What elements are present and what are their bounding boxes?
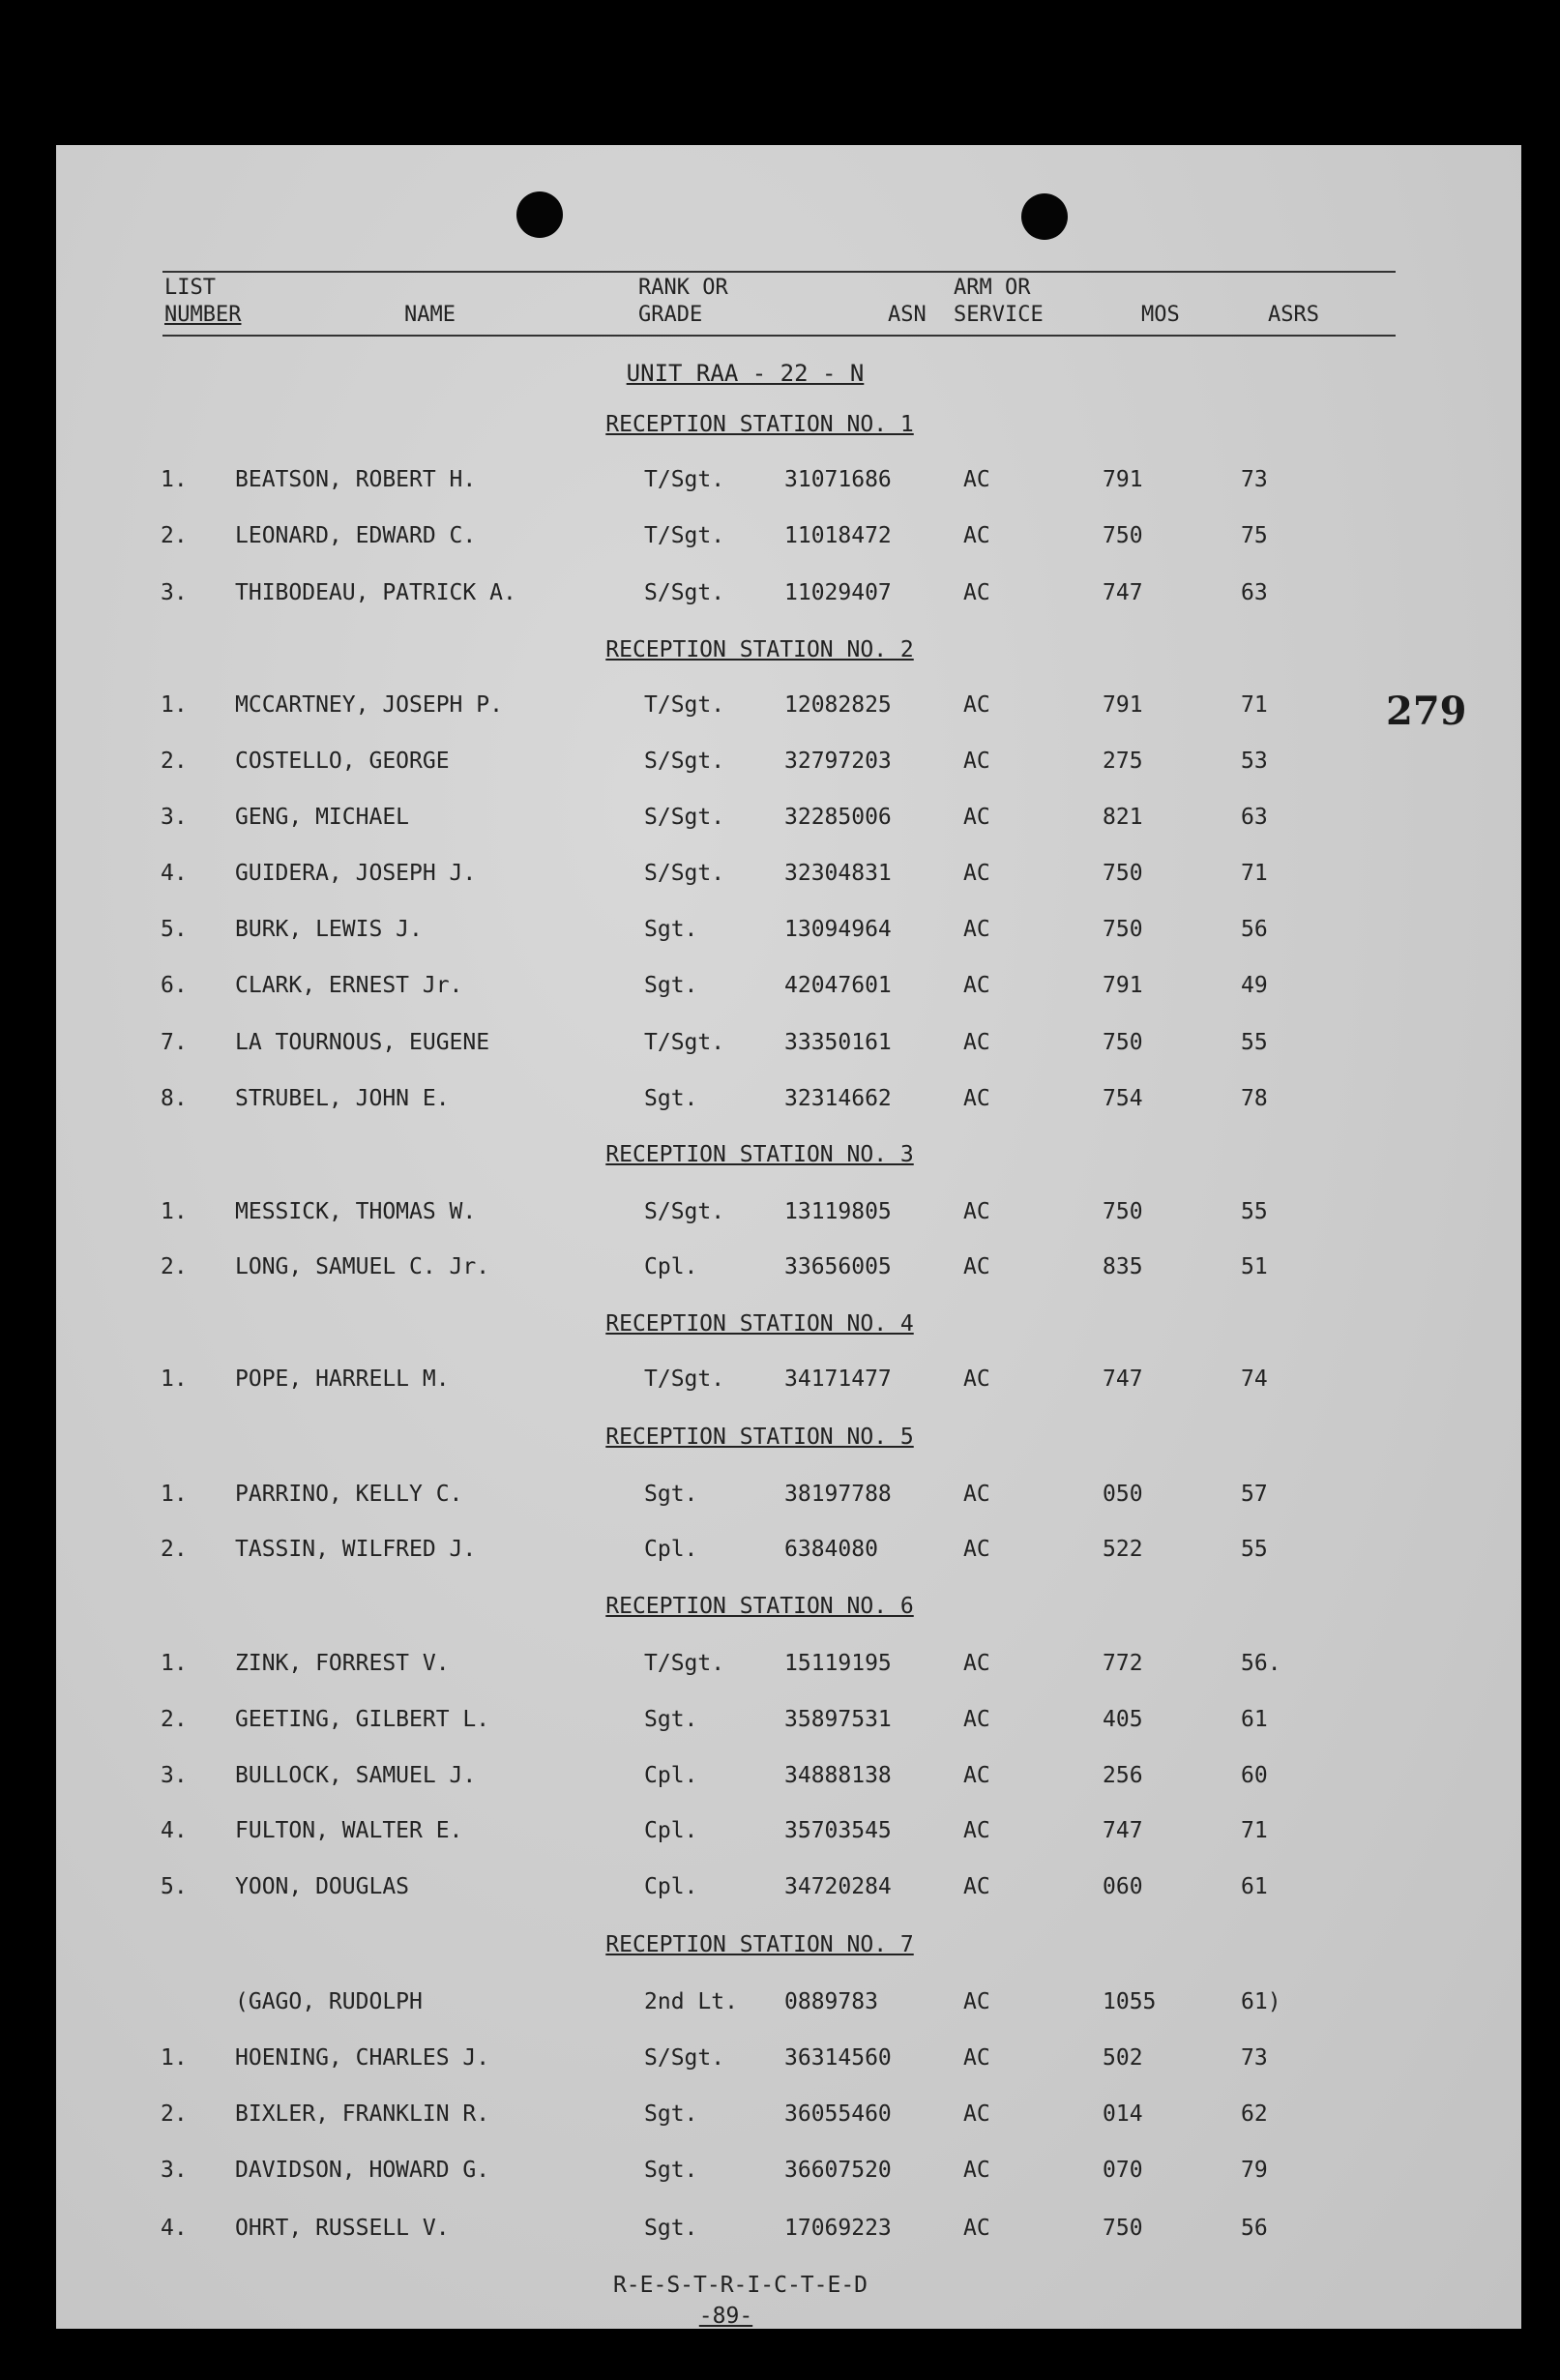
cell-rank: Cpl. (644, 1874, 698, 1899)
cell-mos: 754 (1103, 1086, 1143, 1111)
cell-mos: 747 (1103, 1366, 1143, 1392)
cell-arm: AC (963, 1818, 990, 1843)
cell-name: THIBODEAU, PATRICK A. (235, 580, 516, 605)
cell-name: LA TOURNOUS, EUGENE (235, 1030, 490, 1055)
cell-arm: AC (963, 580, 990, 605)
table-row (56, 917, 1521, 946)
cell-rank: Sgt. (644, 1482, 698, 1507)
cell-num: 2. (161, 1537, 188, 1562)
cell-rank: Cpl. (644, 1537, 698, 1562)
table-row (56, 1707, 1521, 1736)
cell-num: 3. (161, 805, 188, 830)
cell-name: BIXLER, FRANKLIN R. (235, 2101, 490, 2127)
cell-asrs: 57 (1241, 1482, 1268, 1507)
cell-asn: 15119195 (784, 1651, 892, 1676)
cell-asn: 35897531 (784, 1707, 892, 1732)
table-row (56, 1366, 1521, 1396)
cell-num: 2. (161, 2101, 188, 2127)
cell-asrs: 74 (1241, 1366, 1268, 1392)
cell-mos: 750 (1103, 523, 1143, 548)
cell-num: 3. (161, 2158, 188, 2183)
cell-rank: T/Sgt. (644, 1651, 725, 1676)
cell-num: 8. (161, 1086, 188, 1111)
table-row (56, 805, 1521, 834)
cell-asrs: 78 (1241, 1086, 1268, 1111)
cell-num: 1. (161, 1199, 188, 1224)
cell-arm: AC (963, 973, 990, 998)
cell-asrs: 56 (1241, 2216, 1268, 2241)
cell-rank: Sgt. (644, 1086, 698, 1111)
cell-num: 5. (161, 917, 188, 942)
cell-asn: 32304831 (784, 861, 892, 886)
cell-arm: AC (963, 1874, 990, 1899)
cell-asrs: 73 (1241, 2045, 1268, 2071)
table-row (56, 2045, 1521, 2074)
cell-num: 1. (161, 2045, 188, 2071)
cell-num: 6. (161, 973, 188, 998)
unit-title: UNIT RAA - 22 - N (626, 360, 865, 387)
column-header (162, 271, 1396, 337)
cell-mos: 750 (1103, 917, 1143, 942)
cell-num: 3. (161, 1763, 188, 1788)
cell-asrs: 55 (1241, 1537, 1268, 1562)
cell-arm: AC (963, 2101, 990, 2127)
cell-rank: T/Sgt. (644, 467, 725, 492)
cell-mos: 791 (1103, 973, 1143, 998)
cell-asn: 32285006 (784, 805, 892, 830)
cell-asrs: 61) (1241, 1989, 1281, 2014)
cell-rank: T/Sgt. (644, 523, 725, 548)
cell-asrs: 61 (1241, 1874, 1268, 1899)
cell-mos: 275 (1103, 749, 1143, 774)
cell-asrs: 71 (1241, 692, 1268, 718)
cell-num: 7. (161, 1030, 188, 1055)
cell-mos: 1055 (1103, 1989, 1157, 2014)
cell-asn: 34720284 (784, 1874, 892, 1899)
cell-asrs: 62 (1241, 2101, 1268, 2127)
cell-arm: AC (963, 917, 990, 942)
cell-asn: 36055460 (784, 2101, 892, 2127)
cell-asrs: 60 (1241, 1763, 1268, 1788)
cell-arm: AC (963, 467, 990, 492)
cell-num: 1. (161, 692, 188, 718)
cell-num: 1. (161, 467, 188, 492)
header-asn: ASN (888, 303, 927, 327)
cell-asn: 36607520 (784, 2158, 892, 2183)
cell-name: YOON, DOUGLAS (235, 1874, 410, 1899)
cell-name: STRUBEL, JOHN E. (235, 1086, 450, 1111)
station-title: RECEPTION STATION NO. 5 (605, 1425, 914, 1450)
cell-asn: 34171477 (784, 1366, 892, 1392)
cell-name: BULLOCK, SAMUEL J. (235, 1763, 477, 1788)
cell-asn: 32797203 (784, 749, 892, 774)
cell-mos: 060 (1103, 1874, 1143, 1899)
table-row (56, 1874, 1521, 1903)
cell-mos: 405 (1103, 1707, 1143, 1732)
cell-num: 2. (161, 1254, 188, 1279)
cell-asrs: 56 (1241, 917, 1268, 942)
cell-asn: 36314560 (784, 2045, 892, 2071)
table-row (56, 1818, 1521, 1847)
cell-asrs: 75 (1241, 523, 1268, 548)
cell-rank: Sgt. (644, 917, 698, 942)
cell-rank: S/Sgt. (644, 580, 725, 605)
cell-asn: 33656005 (784, 1254, 892, 1279)
cell-mos: 070 (1103, 2158, 1143, 2183)
table-row (56, 973, 1521, 1002)
cell-name: FULTON, WALTER E. (235, 1818, 463, 1843)
cell-asn: 32314662 (784, 1086, 892, 1111)
cell-arm: AC (963, 749, 990, 774)
table-row (56, 467, 1521, 496)
cell-asrs: 71 (1241, 861, 1268, 886)
cell-name: TASSIN, WILFRED J. (235, 1537, 477, 1562)
cell-asn: 11029407 (784, 580, 892, 605)
page-number: -89- (698, 2304, 753, 2329)
cell-mos: 750 (1103, 1199, 1143, 1224)
cell-name: HOENING, CHARLES J. (235, 2045, 490, 2071)
cell-rank: S/Sgt. (644, 2045, 725, 2071)
cell-arm: AC (963, 523, 990, 548)
cell-asrs: 51 (1241, 1254, 1268, 1279)
cell-name: GENG, MICHAEL (235, 805, 410, 830)
cell-asrs: 63 (1241, 805, 1268, 830)
cell-asn: 35703545 (784, 1818, 892, 1843)
table-row (56, 2101, 1521, 2130)
cell-asrs: 55 (1241, 1030, 1268, 1055)
station-title: RECEPTION STATION NO. 1 (605, 412, 914, 437)
cell-rank: Sgt. (644, 2216, 698, 2241)
cell-mos: 750 (1103, 861, 1143, 886)
cell-mos: 747 (1103, 1818, 1143, 1843)
header-name: NAME (404, 303, 456, 327)
cell-arm: AC (963, 1199, 990, 1224)
cell-rank: T/Sgt. (644, 692, 725, 718)
cell-num: 4. (161, 2216, 188, 2241)
cell-arm: AC (963, 1707, 990, 1732)
cell-num: 2. (161, 523, 188, 548)
cell-rank: Sgt. (644, 2158, 698, 2183)
cell-asn: 33350161 (784, 1030, 892, 1055)
cell-asrs: 49 (1241, 973, 1268, 998)
punch-hole (1021, 193, 1068, 240)
cell-asn: 13094964 (784, 917, 892, 942)
cell-asrs: 79 (1241, 2158, 1268, 2183)
cell-arm: AC (963, 1763, 990, 1788)
cell-asn: 42047601 (784, 973, 892, 998)
cell-name: ZINK, FORREST V. (235, 1651, 450, 1676)
cell-asn: 6384080 (784, 1537, 878, 1562)
cell-asrs: 63 (1241, 580, 1268, 605)
cell-mos: 502 (1103, 2045, 1143, 2071)
cell-num: 4. (161, 861, 188, 886)
cell-num: 4. (161, 1818, 188, 1843)
cell-asrs: 61 (1241, 1707, 1268, 1732)
restricted-footer: R-E-S-T-R-I-C-T-E-D (612, 2273, 868, 2298)
cell-name: CLARK, ERNEST Jr. (235, 973, 463, 998)
cell-name: DAVIDSON, HOWARD G. (235, 2158, 490, 2183)
cell-rank: T/Sgt. (644, 1030, 725, 1055)
cell-arm: AC (963, 2158, 990, 2183)
cell-rank: S/Sgt. (644, 861, 725, 886)
table-row (56, 1199, 1521, 1228)
cell-rank: Cpl. (644, 1254, 698, 1279)
cell-rank: T/Sgt. (644, 1366, 725, 1392)
cell-rank: S/Sgt. (644, 805, 725, 830)
cell-num: 2. (161, 1707, 188, 1732)
cell-arm: AC (963, 1651, 990, 1676)
cell-mos: 014 (1103, 2101, 1143, 2127)
cell-name: POPE, HARRELL M. (235, 1366, 450, 1392)
cell-mos: 791 (1103, 692, 1143, 718)
cell-rank: S/Sgt. (644, 749, 725, 774)
cell-mos: 791 (1103, 467, 1143, 492)
cell-mos: 050 (1103, 1482, 1143, 1507)
cell-mos: 522 (1103, 1537, 1143, 1562)
cell-arm: AC (963, 2216, 990, 2241)
cell-arm: AC (963, 1366, 990, 1392)
table-row (56, 580, 1521, 609)
cell-mos: 256 (1103, 1763, 1143, 1788)
cell-rank: Sgt. (644, 973, 698, 998)
table-row (56, 1254, 1521, 1283)
table-row (56, 1989, 1521, 2018)
cell-rank: Sgt. (644, 2101, 698, 2127)
cell-arm: AC (963, 805, 990, 830)
cell-asn: 17069223 (784, 2216, 892, 2241)
document-page (56, 145, 1521, 2329)
cell-mos: 835 (1103, 1254, 1143, 1279)
station-title: RECEPTION STATION NO. 3 (605, 1142, 914, 1167)
page-stamp-number: 279 (1386, 689, 1467, 734)
header-rank: RANK OR GRADE (638, 276, 728, 327)
cell-asn: 13119805 (784, 1199, 892, 1224)
cell-name: MCCARTNEY, JOSEPH P. (235, 692, 503, 718)
cell-name: GUIDERA, JOSEPH J. (235, 861, 477, 886)
cell-name: LEONARD, EDWARD C. (235, 523, 477, 548)
table-row (56, 1030, 1521, 1059)
cell-name: MESSICK, THOMAS W. (235, 1199, 477, 1224)
cell-arm: AC (963, 692, 990, 718)
cell-rank: Cpl. (644, 1763, 698, 1788)
station-title: RECEPTION STATION NO. 4 (605, 1311, 914, 1337)
cell-mos: 750 (1103, 2216, 1143, 2241)
cell-asrs: 55 (1241, 1199, 1268, 1224)
cell-mos: 772 (1103, 1651, 1143, 1676)
cell-arm: AC (963, 1254, 990, 1279)
station-title: RECEPTION STATION NO. 2 (605, 637, 914, 662)
cell-num: 2. (161, 749, 188, 774)
cell-name: GEETING, GILBERT L. (235, 1707, 490, 1732)
cell-mos: 750 (1103, 1030, 1143, 1055)
cell-asrs: 53 (1241, 749, 1268, 774)
cell-asrs: 71 (1241, 1818, 1268, 1843)
cell-num: 3. (161, 580, 188, 605)
cell-name: (GAGO, RUDOLPH (235, 1989, 423, 2014)
cell-arm: AC (963, 2045, 990, 2071)
table-row (56, 2158, 1521, 2187)
cell-asn: 38197788 (784, 1482, 892, 1507)
cell-arm: AC (963, 861, 990, 886)
header-mos: MOS (1141, 303, 1180, 327)
cell-rank: Cpl. (644, 1818, 698, 1843)
cell-arm: AC (963, 1030, 990, 1055)
header-arm: ARM OR SERVICE (954, 276, 1044, 327)
cell-mos: 747 (1103, 580, 1143, 605)
cell-num: 5. (161, 1874, 188, 1899)
station-title: RECEPTION STATION NO. 6 (605, 1594, 914, 1619)
cell-asrs: 73 (1241, 467, 1268, 492)
table-row (56, 692, 1521, 721)
cell-rank: Sgt. (644, 1707, 698, 1732)
cell-name: COSTELLO, GEORGE (235, 749, 450, 774)
cell-asn: 0889783 (784, 1989, 878, 2014)
table-row (56, 523, 1521, 552)
cell-asn: 12082825 (784, 692, 892, 718)
table-row (56, 2216, 1521, 2245)
cell-num: 1. (161, 1651, 188, 1676)
cell-name: PARRINO, KELLY C. (235, 1482, 463, 1507)
header-asrs: ASRS (1268, 303, 1319, 327)
cell-asn: 34888138 (784, 1763, 892, 1788)
punch-hole (516, 191, 563, 238)
cell-arm: AC (963, 1086, 990, 1111)
cell-asrs: 56. (1241, 1651, 1281, 1676)
station-title: RECEPTION STATION NO. 7 (605, 1932, 914, 1957)
cell-arm: AC (963, 1482, 990, 1507)
cell-rank: 2nd Lt. (644, 1989, 738, 2014)
cell-arm: AC (963, 1537, 990, 1562)
table-row (56, 749, 1521, 778)
cell-rank: S/Sgt. (644, 1199, 725, 1224)
cell-arm: AC (963, 1989, 990, 2014)
cell-num: 1. (161, 1366, 188, 1392)
cell-name: BURK, LEWIS J. (235, 917, 423, 942)
cell-mos: 821 (1103, 805, 1143, 830)
cell-asn: 11018472 (784, 523, 892, 548)
cell-num: 1. (161, 1482, 188, 1507)
cell-name: BEATSON, ROBERT H. (235, 467, 477, 492)
table-row (56, 1651, 1521, 1680)
table-row (56, 861, 1521, 890)
table-row (56, 1537, 1521, 1566)
table-row (56, 1482, 1521, 1511)
cell-name: OHRT, RUSSELL V. (235, 2216, 450, 2241)
cell-name: LONG, SAMUEL C. Jr. (235, 1254, 490, 1279)
cell-asn: 31071686 (784, 467, 892, 492)
header-list-number: LIST NUMBER (164, 276, 242, 327)
table-row (56, 1763, 1521, 1792)
table-row (56, 1086, 1521, 1115)
